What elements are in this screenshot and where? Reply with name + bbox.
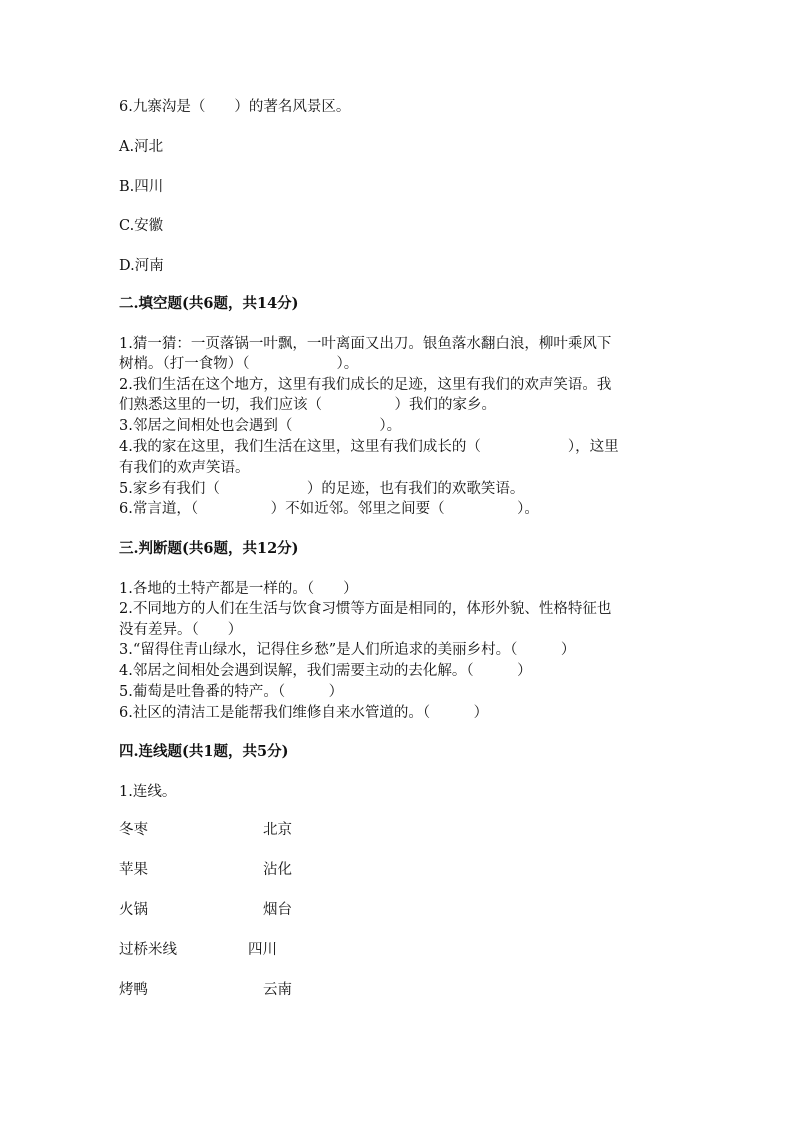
match-left-item: 冬枣: [119, 822, 148, 838]
question-6-stem: 6.九寨沟是（ ）的著名风景区。: [119, 99, 351, 115]
match-right-item: 烟台: [263, 902, 292, 918]
option-d: D.河南: [119, 258, 164, 274]
judge-line: 6.社区的清洁工是能帮我们维修自来水管道的。（ ）: [119, 705, 489, 721]
option-a: A.河北: [119, 139, 164, 155]
fill-line: 树梢。（打一食物）（ ）。: [119, 356, 359, 372]
match-right-item: 北京: [263, 822, 292, 838]
matching-instruction: 1.连线。: [119, 784, 177, 800]
match-right-item: 四川: [248, 942, 277, 958]
fill-line: 5.家乡有我们（ ）的足迹，也有我们的欢歌笑语。: [119, 481, 525, 497]
fill-line: 6.常言道，（ ）不如近邻。邻里之间要（ ）。: [119, 501, 539, 517]
fill-line: 有我们的欢声笑语。: [119, 460, 250, 476]
fill-line: 2.我们生活在这个地方，这里有我们成长的足迹，这里有我们的欢声笑语。我: [119, 377, 612, 393]
judge-line: 3.“留得住青山绿水，记得住乡愁”是人们所追求的美丽乡村。（ ）: [119, 642, 576, 658]
section-heading-fill-blank: 二.填空题(共6题，共14分): [119, 295, 299, 312]
section-heading-matching: 四.连线题(共1题，共5分): [119, 743, 289, 760]
fill-line: 3.邻居之间相处也会遇到（ ）。: [119, 418, 402, 434]
judge-line: 4.邻居之间相处会遇到误解，我们需要主动的去化解。（ ）: [119, 663, 532, 679]
match-left-item: 烤鸭: [119, 982, 148, 998]
section-heading-judge: 三.判断题(共6题，共12分): [119, 540, 299, 557]
judge-line: 没有差异。（ ）: [119, 622, 243, 638]
option-b: B.四川: [119, 179, 164, 195]
judge-line: 5.葡萄是吐鲁番的特产。（ ）: [119, 684, 344, 700]
fill-line: 1.猜一猜：一页落锅一叶飘，一叶离面又出刀。银鱼落水翻白浪，柳叶乘风下: [119, 336, 612, 352]
match-left-item: 火锅: [119, 902, 148, 918]
option-c: C.安徽: [119, 218, 164, 234]
match-right-item: 云南: [263, 982, 292, 998]
fill-line: 4.我的家在这里，我们生活在这里，这里有我们成长的（ ），这里: [119, 439, 619, 455]
judge-line: 1.各地的土特产都是一样的。（ ）: [119, 581, 358, 597]
match-right-item: 沾化: [263, 862, 292, 878]
judge-line: 2.不同地方的人们在生活与饮食习惯等方面是相同的，体形外貌、性格特征也: [119, 601, 612, 617]
match-left-item: 苹果: [119, 862, 148, 878]
fill-line: 们熟悉这里的一切，我们应该（ ）我们的家乡。: [119, 397, 496, 413]
match-left-item: 过桥米线: [119, 942, 177, 958]
